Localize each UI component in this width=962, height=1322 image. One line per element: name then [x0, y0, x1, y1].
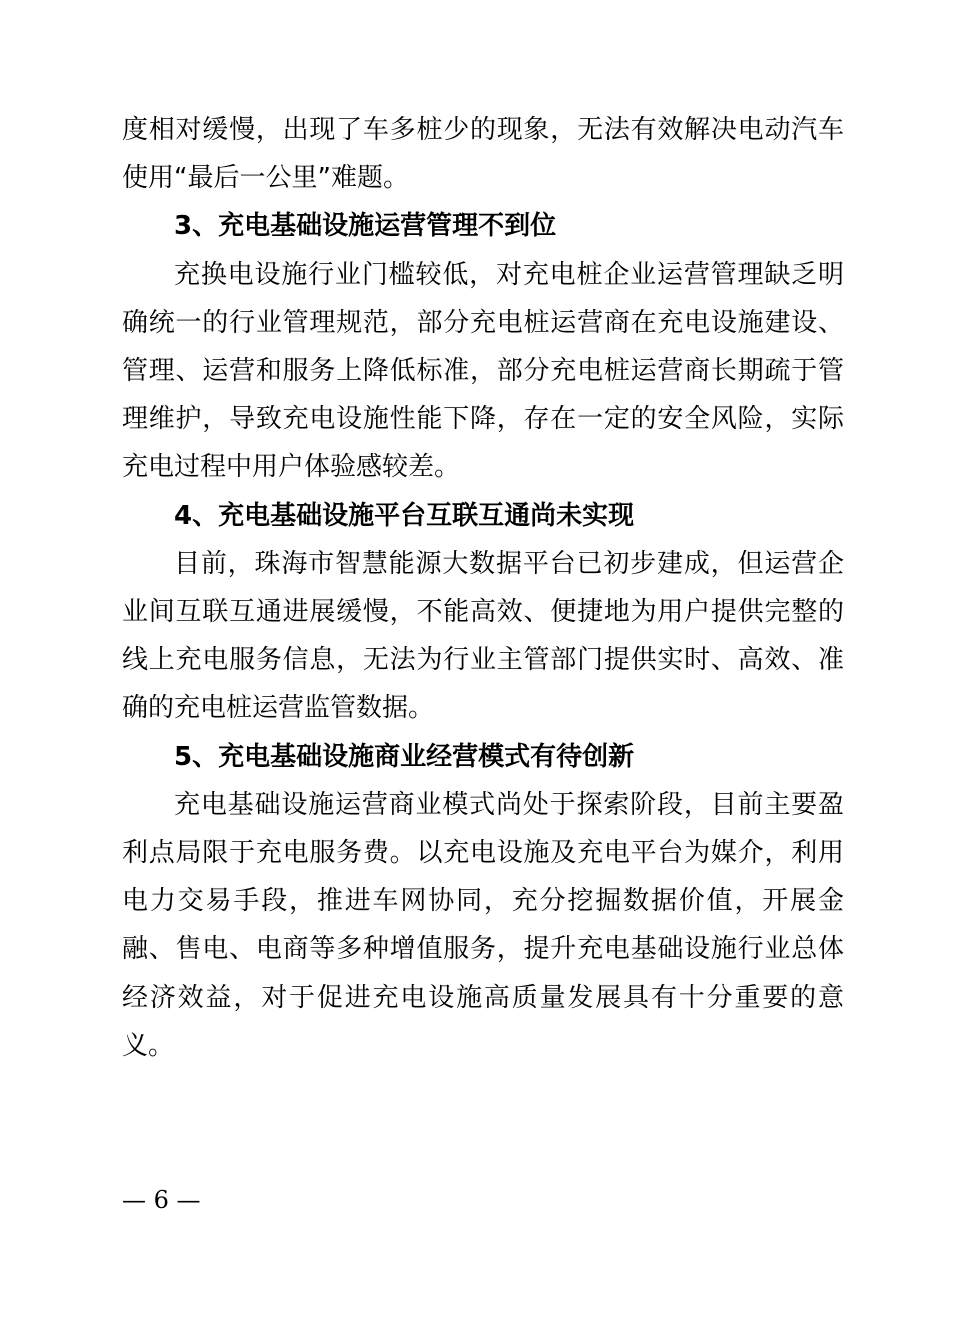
paragraph-business-model: 充电基础设施运营商业模式尚处于探索阶段，目前主要盈利点局限于充电服务费。以充电设施及充电平台为媒介，利用电力交易手段，推进车网协同，充分挖掘数据价值，开展金融、售电、电商等多种增值服务，提升充电基础设施行业总体经济效益，对于促进充电设施高质量发展具有十分重要的意义。 [122, 789, 844, 1061]
section-heading-3: 3、充电基础设施运营管理不到位 [174, 211, 557, 242]
paragraph-operations-management: 充换电设施行业门槛较低，对充电桩企业运营管理缺乏明确统一的行业管理规范，部分充电桩运营商在充电设施建设、管理、运营和服务上降低标准，部分充电桩运营商长期疏于管理维护，导致充电设施性能下降，存在一定的安全风险，实际充电过程中用户体验感较差。 [122, 259, 844, 483]
paragraph-continued: 度相对缓慢，出现了车多桩少的现象，无法有效解决电动汽车使用“最后一公里”难题。 [122, 115, 844, 194]
document-body [122, 106, 844, 1070]
section-heading-5: 5、充电基础设施商业经营模式有待创新 [174, 741, 635, 772]
paragraph-platform-interconnection: 目前，珠海市智慧能源大数据平台已初步建成，但运营企业间互联互通进展缓慢，不能高效、便捷地为用户提供完整的线上充电服务信息，无法为行业主管部门提供实时、高效、准确的充电桩运营监管数据。 [122, 548, 844, 724]
page-number: — 6 — [122, 1186, 201, 1214]
section-heading-4: 4、充电基础设施平台互联互通尚未实现 [174, 500, 635, 531]
